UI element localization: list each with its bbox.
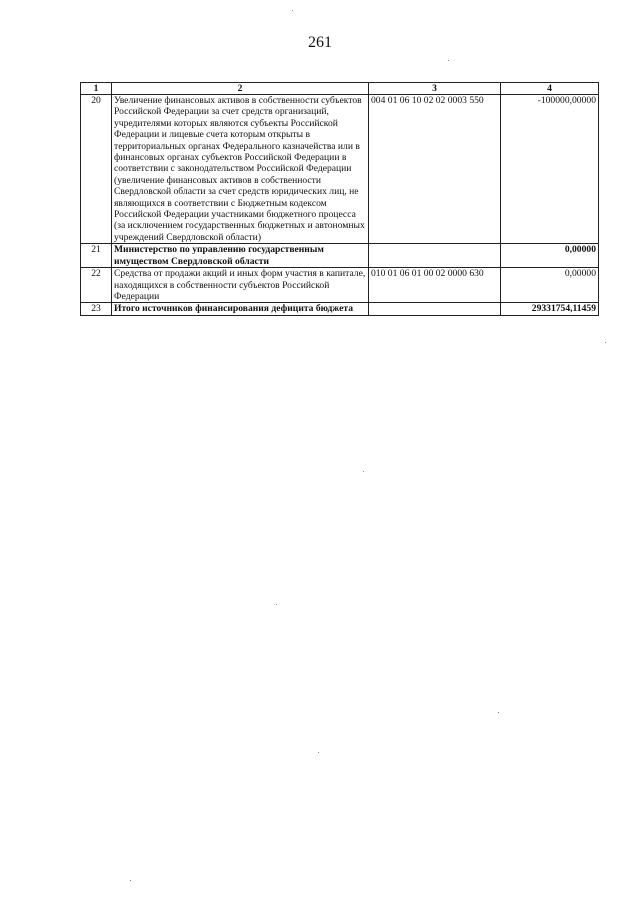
row-code (369, 303, 501, 315)
scan-speck (363, 471, 364, 472)
row-amount: 0,00000 (501, 268, 599, 303)
table-row (81, 244, 599, 268)
financing-sources-table (80, 82, 599, 316)
column-header-amount: 4 (501, 83, 599, 95)
column-header-number: 1 (81, 83, 112, 95)
row-amount: -100000,00000 (501, 95, 599, 244)
page-number: 261 (308, 34, 332, 51)
row-code: 010 01 06 01 00 02 0000 630 (369, 268, 501, 303)
row-name: Итого источников финансирования дефицита бюджета (112, 303, 369, 315)
row-number: 20 (81, 95, 112, 244)
scan-speck (605, 342, 606, 343)
scan-speck (130, 880, 131, 881)
scan-speck (498, 712, 499, 713)
row-code (369, 244, 501, 268)
row-name: Увеличение финансовых активов в собственности субъектов Российской Федерации за счет средств организаций, учредителями которых являются субъекты Российской Федерации и лицевые счета которым открыты в территориальных органах Федерального казначейства или в финансовых органах субъектов Российской Федерации в соответствии с законодательством Российской Федерации (увеличение финансовых активов в собственности Свердловской области за счет средств юридических лиц, не являющихся в соответствии с Бюджетным кодексом Российской Федерации участниками бюджетного процесса (за исключением государственных бюджетных и автономных учреждений Свердловской области) (112, 95, 369, 244)
row-number: 21 (81, 244, 112, 268)
row-amount: 0,00000 (501, 244, 599, 268)
row-number: 22 (81, 268, 112, 303)
table-header-row (81, 83, 599, 95)
row-name: Министерство по управлению государственным имуществом Свердловской области (112, 244, 369, 268)
column-header-name: 2 (112, 83, 369, 95)
scan-speck (448, 60, 449, 61)
scan-speck (276, 604, 277, 605)
row-name: Средства от продажи акций и иных форм участия в капитале, находящихся в собственности субъектов Российской Федерации (112, 268, 369, 303)
column-header-code: 3 (369, 83, 501, 95)
row-amount: 29331754,11459 (501, 303, 599, 315)
table-row (81, 95, 599, 244)
scan-speck (292, 10, 293, 11)
table-row (81, 268, 599, 303)
scan-speck (318, 752, 319, 753)
row-code: 004 01 06 10 02 02 0003 550 (369, 95, 501, 244)
row-number: 23 (81, 303, 112, 315)
table-row (81, 303, 599, 315)
